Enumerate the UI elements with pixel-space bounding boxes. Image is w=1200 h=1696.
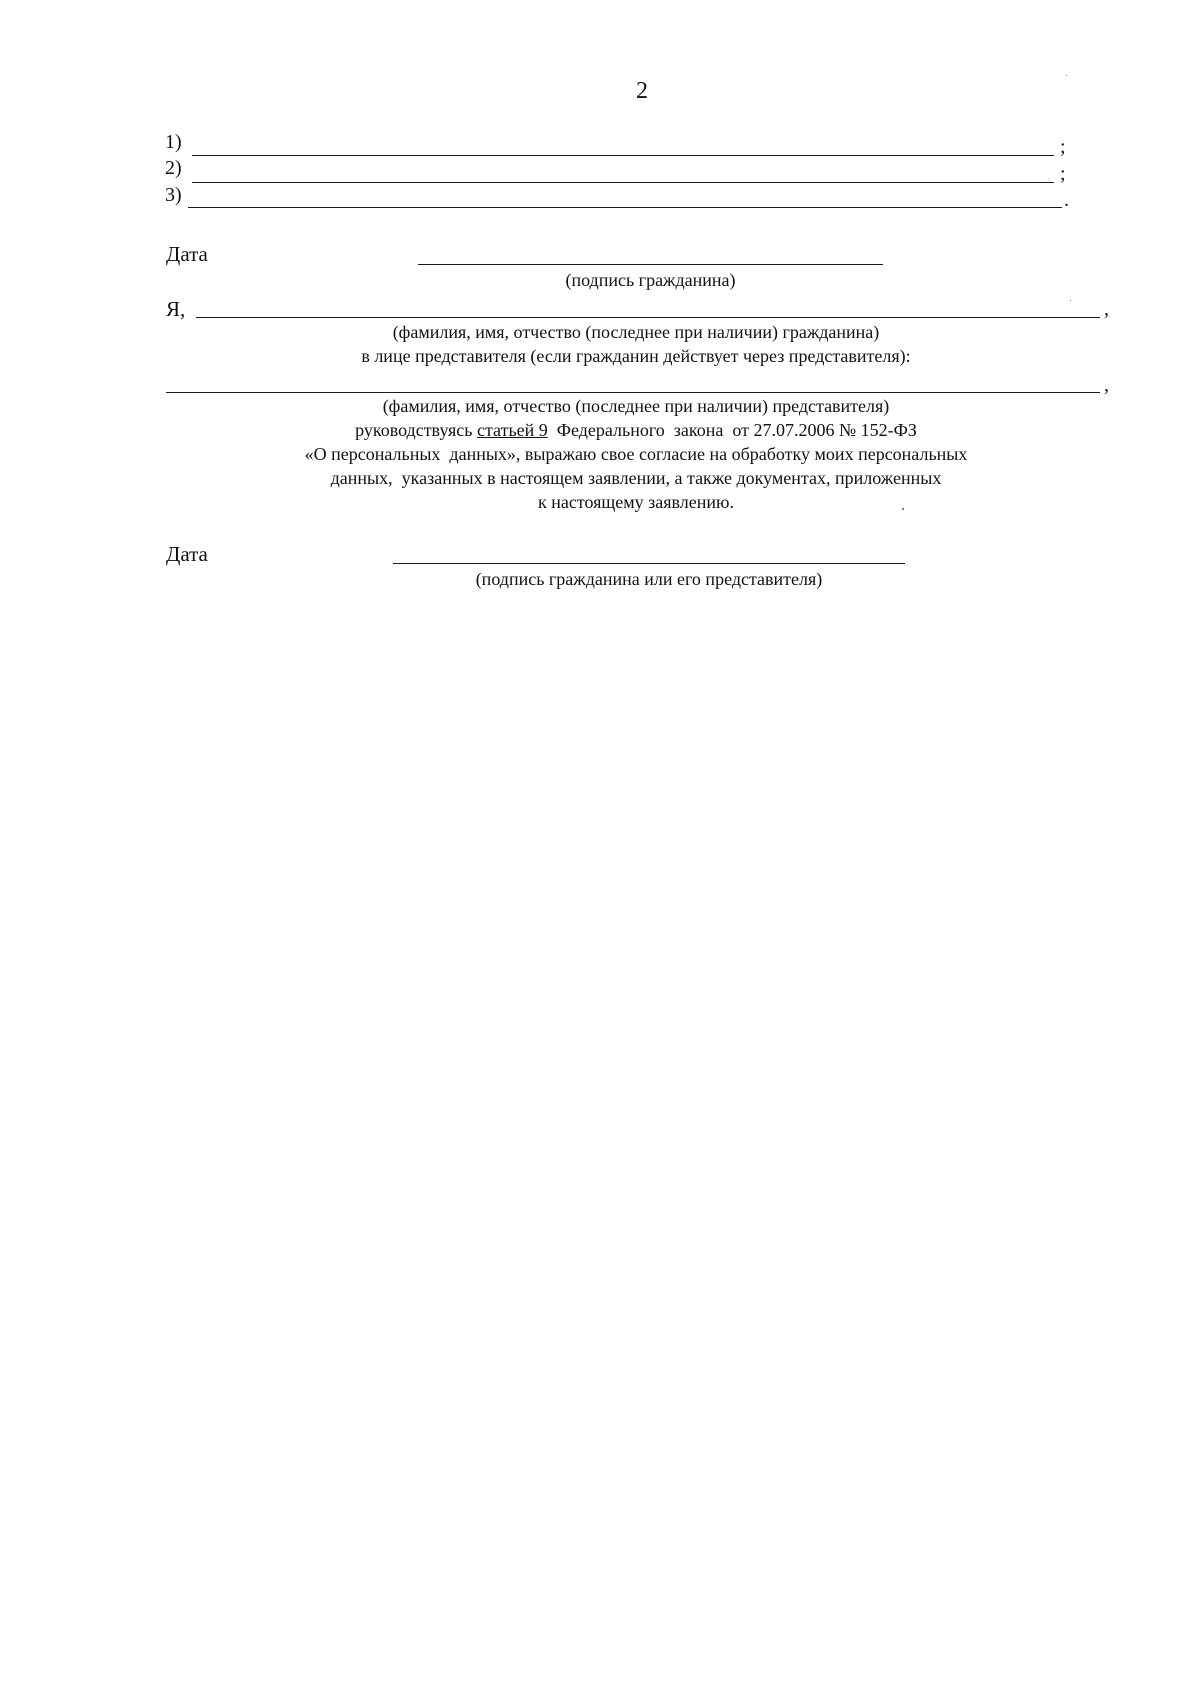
list-item-1-label: 1)	[165, 131, 182, 153]
citizen-fio-caption: (фамилия, имя, отчество (последнее при наличии) гражданина)	[392, 322, 880, 342]
signature-line[interactable]	[418, 264, 883, 265]
law-article-link[interactable]: статьей 9	[476, 420, 548, 440]
signature-caption-2: (подпись гражданина или его представителя)	[475, 569, 823, 589]
consent-line-1-start: руководствуясь	[355, 420, 477, 440]
representative-intro: в лице представителя (если гражданин действует через представителя):	[361, 346, 911, 366]
scan-speck	[902, 508, 904, 510]
list-item-3-end: .	[1064, 189, 1069, 211]
citizen-fio-comma: ,	[1104, 298, 1109, 320]
consent-line-3: данных, указанных в настоящем заявлении, а также документах, приложенных	[330, 468, 942, 488]
consent-line-4: к настоящему заявлению.	[538, 492, 734, 512]
page-number: 2	[636, 78, 648, 104]
consent-line-1-end: Федерального закона от 27.07.2006 № 152-ФЗ	[547, 420, 917, 440]
representative-fio-line[interactable]	[166, 392, 1100, 393]
representative-fio-comma: ,	[1104, 374, 1109, 396]
ya-label: Я,	[166, 297, 186, 321]
list-item-1-end: ;	[1060, 136, 1066, 158]
list-item-3-line[interactable]	[188, 207, 1062, 208]
date-label-2: Дата	[166, 542, 208, 566]
signature-line-2[interactable]	[393, 563, 905, 564]
date-label: Дата	[166, 242, 208, 266]
representative-fio-caption: (фамилия, имя, отчество (последнее при наличии) представителя)	[382, 396, 890, 416]
list-item-3-label: 3)	[165, 184, 182, 206]
scan-speck	[1070, 300, 1071, 301]
consent-line-1	[166, 419, 1106, 441]
list-item-2-label: 2)	[165, 157, 182, 179]
signature-caption: (подпись гражданина)	[565, 270, 736, 290]
citizen-fio-line[interactable]	[196, 317, 1100, 318]
list-item-2-end: ;	[1060, 163, 1066, 185]
consent-line-2: «О персональных данных», выражаю свое согласие на обработку моих персональных	[304, 444, 968, 464]
scan-speck	[1066, 75, 1067, 76]
list-item-1-line[interactable]	[192, 155, 1054, 156]
list-item-2-line[interactable]	[192, 182, 1054, 183]
